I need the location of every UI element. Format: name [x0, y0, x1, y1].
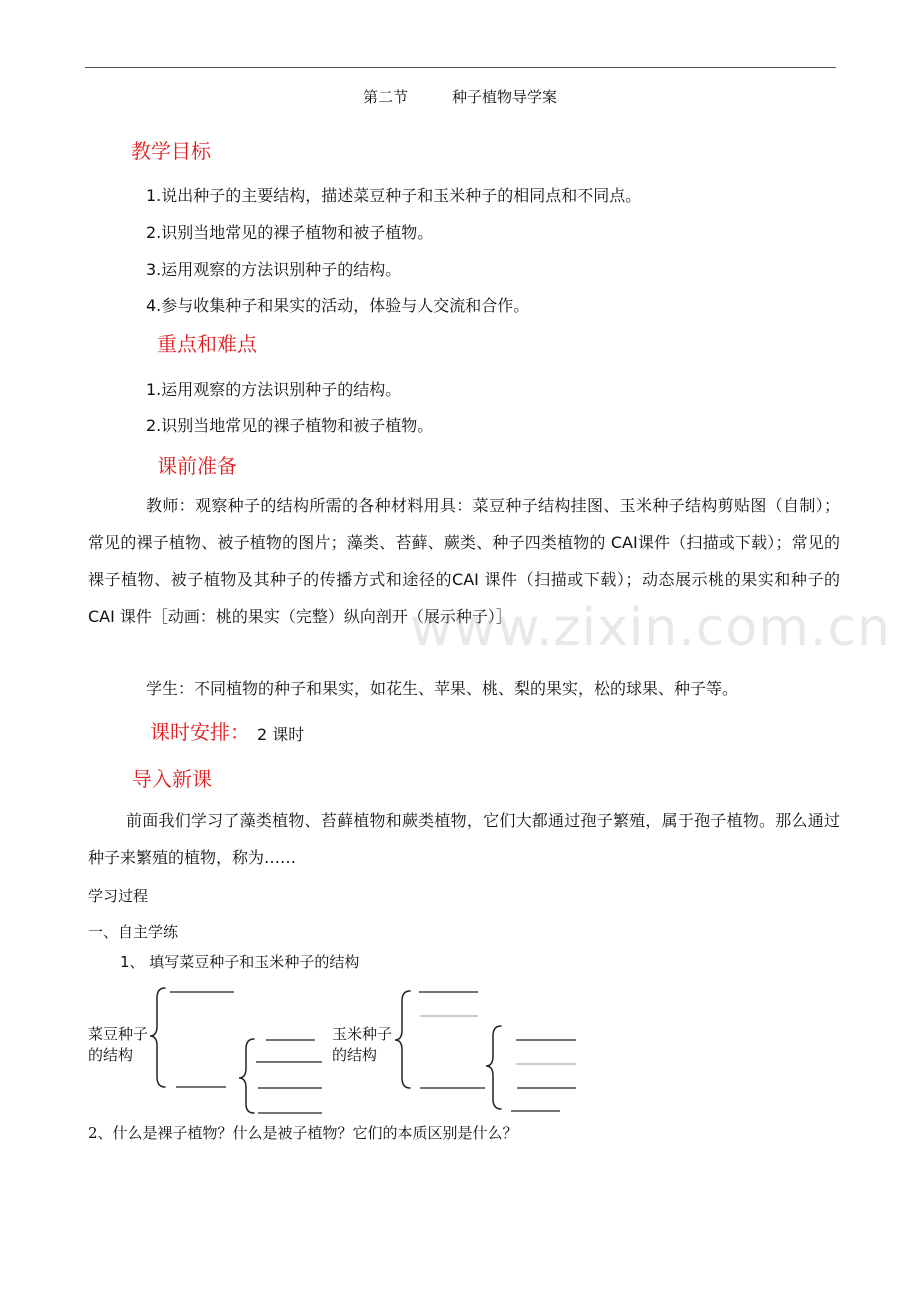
corn-large-brace: [395, 991, 410, 1088]
bean-large-brace: [150, 988, 165, 1087]
objective-item-1: 1.说出种子的主要结构，描述菜豆种子和玉米种子的相同点和不同点。: [146, 186, 642, 205]
self-study-heading: 一、自主学练: [88, 923, 179, 941]
lesson-title: 种子植物导学案: [452, 88, 558, 106]
intro-heading: 导入新课: [132, 767, 212, 791]
schedule-heading: 课时安排：: [150, 720, 250, 744]
schedule-value: 2 课时: [257, 725, 305, 744]
objective-item-3: 3.运用观察的方法识别种子的结构。: [146, 260, 402, 279]
key-point-item-1: 1.运用观察的方法识别种子的结构。: [146, 380, 402, 399]
teacher-preparation: 教师：观察种子的结构所需的各种材料用具：菜豆种子结构挂图、玉米种子结构剪贴图（自制）；常见的裸子植物、被子植物的图片；藻类、苔藓、蕨类、种子四类植物的 CAI课件（扫描或下载）；常见的裸子植物、被子植物及其种子的传播方式和途径的CAI 课件（扫描或下载）；动态展示桃的果实和种子的 CAI 课件［动画：桃的果实（完整）纵向剖开（展示种子）］: [88, 496, 840, 626]
corn-small-brace: [486, 1026, 501, 1109]
section-number: 第二节: [362, 88, 408, 106]
watermark: www.zixin.com.cn: [410, 598, 891, 658]
question-1: 1、 填写菜豆种子和玉米种子的结构: [120, 953, 360, 971]
key-point-item-2: 2.识别当地常见的裸子植物和被子植物。: [146, 416, 434, 435]
objective-item-2: 2.识别当地常见的裸子植物和被子植物。: [146, 223, 434, 242]
bean-small-brace: [239, 1039, 254, 1113]
process-heading: 学习过程: [88, 887, 149, 905]
key-points-heading: 重点和难点: [157, 332, 257, 356]
intro-text: 前面我们学习了藻类植物、苔藓植物和蕨类植物，它们大都通过孢子繁殖，属于孢子植物。那么通过种子来繁殖的植物，称为……: [88, 811, 840, 867]
objective-item-4: 4.参与收集种子和果实的活动，体验与人交流和合作。: [146, 296, 530, 315]
corn-seed-label: 玉米种子的结构: [332, 1025, 393, 1064]
objectives-heading: 教学目标: [131, 139, 211, 163]
question-2: 2、什么是裸子植物？什么是被子植物？它们的本质区别是什么？: [88, 1124, 518, 1142]
preparation-heading: 课前准备: [157, 454, 237, 478]
student-preparation: 学生：不同植物的种子和果实，如花生、苹果、桃、梨的果实，松的球果、种子等。: [146, 679, 739, 698]
bean-seed-label: 菜豆种子的结构: [88, 1025, 149, 1064]
